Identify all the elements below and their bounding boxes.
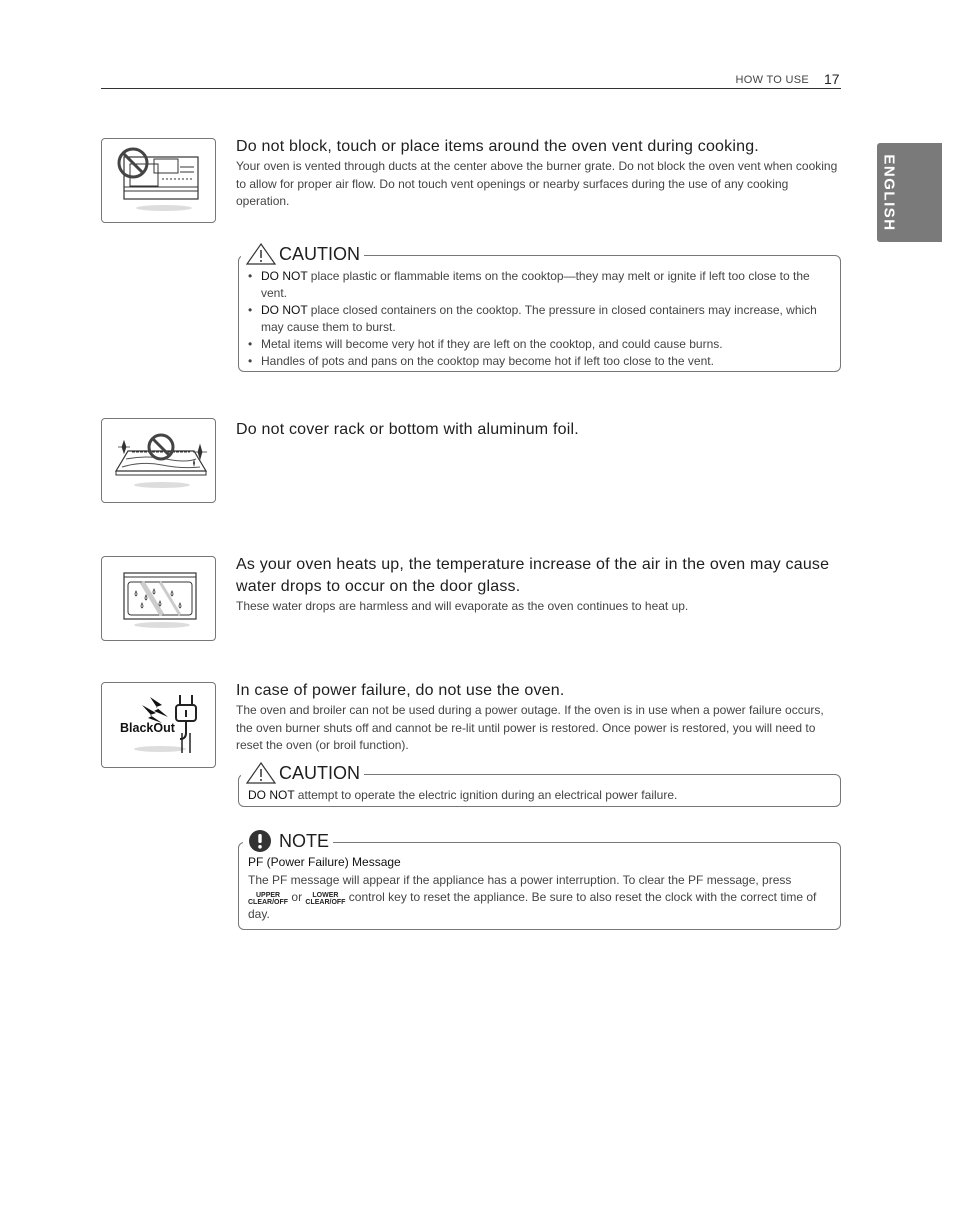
prohibited-sign-icon — [119, 149, 147, 177]
section-water-heading: As your oven heats up, the temperature increase of the air in the oven may cause water drops to occur on the door glass. — [236, 556, 830, 595]
vent-illustration — [101, 138, 216, 223]
caution-item — [248, 336, 824, 353]
caution-lead: DO NOT — [261, 269, 308, 283]
page-number: 17 — [824, 71, 840, 87]
blackout-illustration — [101, 682, 216, 768]
blackout-label: BlackOut — [120, 721, 175, 735]
note-title — [243, 829, 333, 853]
caution-lead: DO NOT — [261, 303, 308, 317]
section-water-body: These water drops are harmless and will evaporate as the oven continues to heat up. — [236, 599, 689, 613]
caution-text: Handles of pots and pans on the cooktop may become hot if left too close to the vent. — [261, 354, 714, 368]
caution-item — [248, 302, 824, 336]
section-power-heading: In case of power failure, do not use the oven. — [236, 682, 565, 699]
note-box — [238, 830, 841, 930]
header-section-label: HOW TO USE — [735, 74, 809, 86]
caution-box-power — [238, 762, 841, 807]
caution-title-2 — [241, 761, 364, 785]
caution-list-1 — [248, 268, 824, 370]
foil-rack-image — [102, 419, 217, 504]
note-body — [248, 872, 834, 923]
caution-text: place plastic or flammable items on the cooktop—they may melt or ignite if left too close to the vent. — [261, 269, 810, 300]
caution-label-1: CAUTION — [279, 243, 360, 264]
language-tab-label: ENGLISH — [880, 153, 898, 232]
caution-text: Metal items will become very hot if they are left on the cooktop, and could cause burns. — [261, 337, 723, 351]
section-vent-heading: Do not block, touch or place items around the oven vent during cooking. — [236, 138, 759, 155]
caution-text: place closed containers on the cooktop. The pressure in closed containers may increase, which may cause them to burst. — [261, 303, 817, 334]
caution-box-vent — [238, 243, 841, 372]
caution-text: attempt to operate the electric ignition during an electrical power failure. — [294, 788, 678, 802]
caution-lead: DO NOT — [248, 788, 295, 802]
note-subtitle: PF (Power Failure) Message — [248, 855, 401, 869]
lightning-bolt-icon — [142, 697, 168, 723]
header-rule — [101, 88, 841, 89]
cooktop-vent-image — [102, 139, 217, 224]
note-text-after: control key to reset the appliance. Be sure to also reset the clock with the correct time of day. — [248, 890, 817, 921]
lower-clear-off-key: LOWER CLEAR/OFF — [305, 892, 346, 906]
caution-power-text — [248, 787, 677, 804]
exclamation-circle-icon — [247, 829, 273, 853]
language-tab-label-wrap — [877, 143, 901, 242]
section-power-body: The oven and broiler can not be used during a power outage. If the oven is in use when a power failure occurs, the oven burner shuts off and cannot be re-lit until power is restored. Once power is restored, you will need to reset the oven (or broil function). — [236, 703, 824, 752]
upper-clear-off-key: UPPER CLEAR/OFF — [248, 892, 289, 906]
note-or: or — [288, 890, 306, 904]
caution-item — [248, 268, 824, 302]
caution-label-2: CAUTION — [279, 762, 360, 783]
caution-item — [248, 353, 824, 370]
note-label: NOTE — [279, 830, 330, 851]
oven-door-image — [102, 557, 217, 642]
note-text-before: The PF message will appear if the appliance has a power interruption. To clear the PF message, press — [248, 873, 792, 887]
foil-illustration — [101, 418, 216, 503]
section-foil-heading: Do not cover rack or bottom with aluminum foil. — [236, 421, 579, 438]
power-plug-icon — [176, 695, 196, 753]
caution-title-1 — [241, 242, 364, 266]
water-drops-illustration — [101, 556, 216, 641]
section-vent-body: Your oven is vented through ducts at the center above the burner grate. Do not block the oven vent when cooking to allow for proper air flow. Do not touch vent openings or nearby surfaces during the use of any cooking operation. — [236, 159, 838, 208]
warning-triangle-icon — [245, 242, 277, 266]
prohibited-sign-icon — [149, 435, 173, 459]
warning-triangle-icon — [245, 761, 277, 785]
